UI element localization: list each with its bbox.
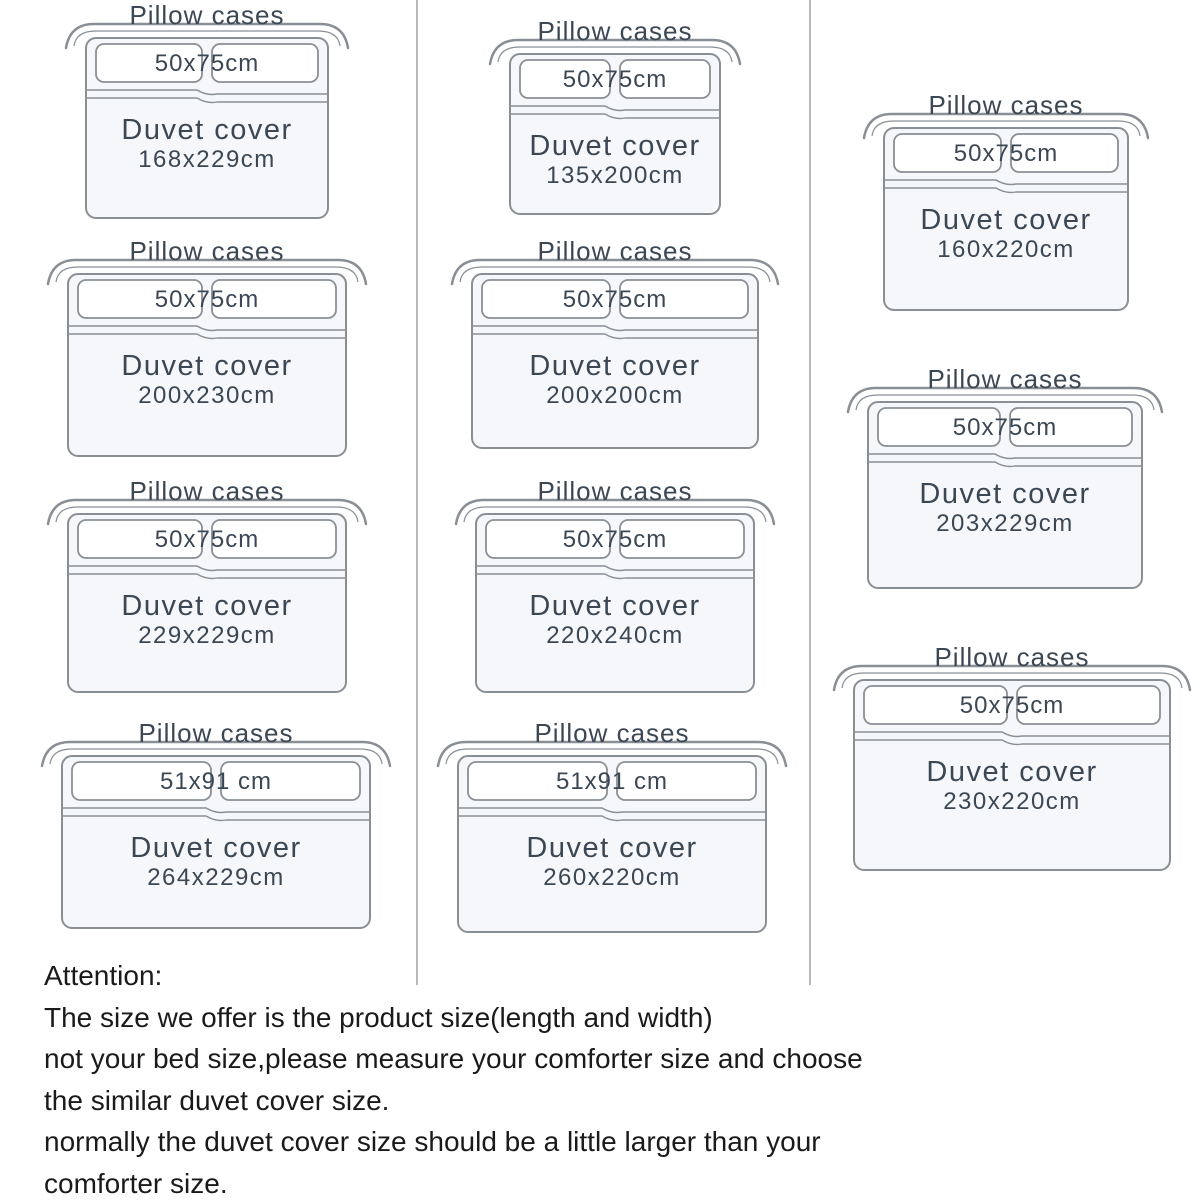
bed-diagram [848,366,1162,588]
bed-outline-drawing [48,238,366,456]
pillow-cases-label: Pillow cases [42,720,390,746]
duvet-size-value: 230x220cm [854,790,1170,814]
bed-outline-drawing [48,478,366,692]
pillow-cases-label: Pillow cases [48,478,366,504]
pillow-cases-label: Pillow cases [456,478,774,504]
duvet-size-value: 160x220cm [884,238,1128,262]
notice-line: normally the duvet cover size should be a little larger than your [44,1121,1184,1163]
duvet-size-value: 203x229cm [868,512,1142,536]
attention-notice [44,955,1184,1204]
bed-outline-drawing [864,92,1148,310]
duvet-size-value: 200x230cm [68,384,346,408]
duvet-size-value: 135x200cm [510,164,720,188]
pillow-size-value: 51x91 cm [458,770,766,794]
bed-diagram [66,2,348,218]
bed-diagram [48,478,366,692]
bed-outline-drawing [452,238,778,448]
column-divider-left [416,0,418,985]
duvet-cover-label: Duvet cover [68,592,346,621]
duvet-cover-label: Duvet cover [510,132,720,161]
duvet-cover-label: Duvet cover [62,834,370,863]
pillow-cases-label: Pillow cases [848,366,1162,392]
bed-outline-drawing [42,720,390,928]
pillow-cases-label: Pillow cases [438,720,786,746]
notice-title: Attention: [44,955,1184,997]
duvet-size-value: 264x229cm [62,866,370,890]
pillow-cases-label: Pillow cases [490,18,740,44]
duvet-size-value: 229x229cm [68,624,346,648]
duvet-size-value: 260x220cm [458,866,766,890]
duvet-cover-label: Duvet cover [86,116,328,145]
bed-diagram [42,720,390,928]
pillow-cases-label: Pillow cases [48,238,366,264]
notice-line: the similar duvet cover size. [44,1080,1184,1122]
bed-diagram [438,720,786,932]
duvet-size-value: 168x229cm [86,148,328,172]
pillow-size-value: 50x75cm [884,142,1128,166]
pillow-size-value: 50x75cm [472,288,758,312]
notice-line: The size we offer is the product size(length and width) [44,997,1184,1039]
bed-outline-drawing [66,2,348,218]
duvet-cover-label: Duvet cover [476,592,754,621]
column-divider-right [809,0,811,985]
pillow-size-value: 50x75cm [868,416,1142,440]
notice-line: comforter size. [44,1163,1184,1204]
pillow-size-value: 50x75cm [854,694,1170,718]
bed-diagram [452,238,778,448]
pillow-cases-label: Pillow cases [864,92,1148,118]
bed-diagram [834,644,1190,870]
bed-diagram [48,238,366,456]
duvet-cover-label: Duvet cover [884,206,1128,235]
pillow-size-value: 50x75cm [68,288,346,312]
bed-diagram [490,18,740,214]
duvet-size-value: 200x200cm [472,384,758,408]
pillow-cases-label: Pillow cases [834,644,1190,670]
duvet-cover-label: Duvet cover [854,758,1170,787]
notice-line: not your bed size,please measure your comforter size and choose [44,1038,1184,1080]
duvet-cover-label: Duvet cover [458,834,766,863]
duvet-cover-label: Duvet cover [68,352,346,381]
pillow-size-value: 50x75cm [510,68,720,92]
duvet-cover-label: Duvet cover [472,352,758,381]
pillow-size-value: 51x91 cm [62,770,370,794]
bed-diagram [864,92,1148,310]
pillow-size-value: 50x75cm [86,52,328,76]
bed-outline-drawing [456,478,774,692]
bed-diagram [456,478,774,692]
pillow-cases-label: Pillow cases [66,2,348,28]
duvet-cover-label: Duvet cover [868,480,1142,509]
pillow-size-value: 50x75cm [476,528,754,552]
pillow-cases-label: Pillow cases [452,238,778,264]
bed-outline-drawing [438,720,786,932]
bed-outline-drawing [848,366,1162,588]
pillow-size-value: 50x75cm [68,528,346,552]
duvet-size-value: 220x240cm [476,624,754,648]
